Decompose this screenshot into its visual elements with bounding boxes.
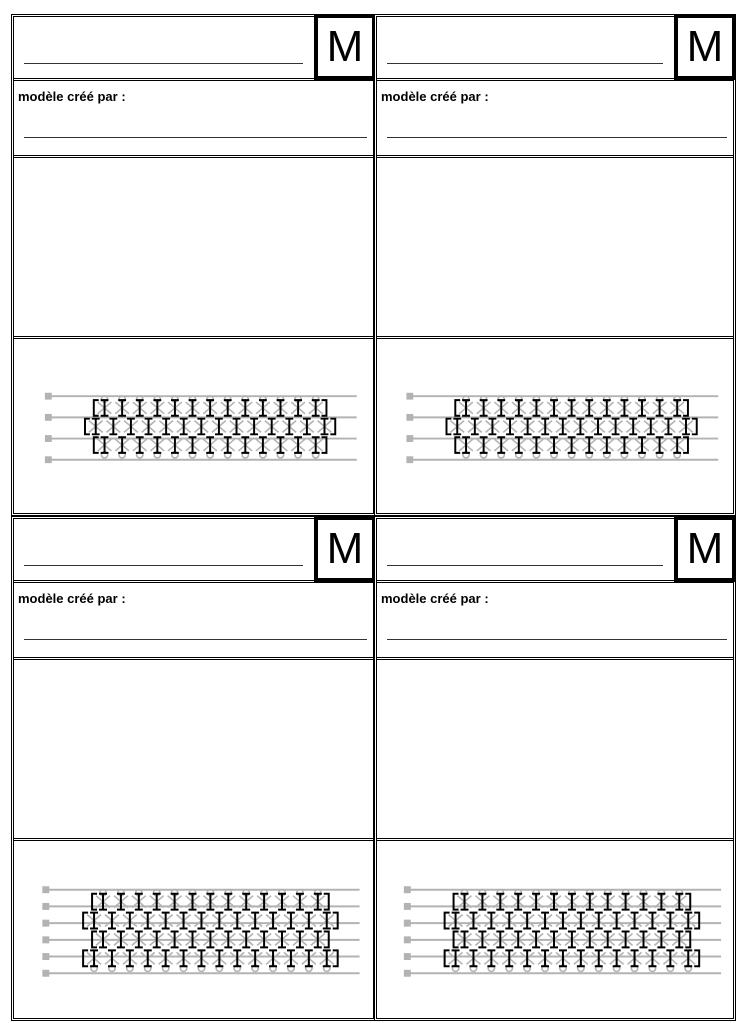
bead (321, 419, 329, 435)
bead (550, 437, 558, 453)
bead (259, 400, 267, 416)
title-line[interactable] (387, 565, 663, 566)
bead (171, 437, 179, 453)
bead (577, 419, 585, 435)
bead (666, 950, 674, 966)
bead (215, 950, 223, 966)
thread-end (406, 393, 413, 400)
thread-end (42, 903, 49, 910)
bead (682, 419, 690, 435)
bead (603, 437, 611, 453)
bead (577, 950, 585, 966)
bead (305, 950, 313, 966)
bead (585, 437, 593, 453)
bead (180, 419, 188, 435)
bead (506, 419, 514, 435)
bead (533, 400, 541, 416)
thread-end (404, 970, 411, 977)
thread-end (45, 456, 52, 463)
bead (559, 913, 567, 929)
thread-end (45, 435, 52, 442)
bead (550, 400, 558, 416)
bead (631, 913, 639, 929)
bead (171, 400, 179, 416)
thread-end (42, 970, 49, 977)
thread-end (42, 886, 49, 893)
bead (620, 437, 628, 453)
title-row (14, 519, 373, 583)
bead (469, 950, 477, 966)
bead (312, 400, 320, 416)
bead (497, 400, 505, 416)
bead (452, 950, 460, 966)
author-row (14, 81, 373, 158)
bead (523, 950, 531, 966)
bead (594, 419, 602, 435)
thread-end (406, 435, 413, 442)
bead (505, 950, 513, 966)
author-label: modèle créé par : (18, 591, 126, 606)
bead (215, 913, 223, 929)
bead (215, 419, 223, 435)
bead (233, 950, 241, 966)
bead (629, 419, 637, 435)
thread-end (45, 393, 52, 400)
bead (323, 950, 331, 966)
bead (585, 400, 593, 416)
bead (664, 419, 672, 435)
bead (189, 400, 197, 416)
bead (153, 400, 161, 416)
pattern-area (377, 841, 733, 1018)
bead (541, 419, 549, 435)
author-line[interactable] (24, 137, 367, 138)
bead (469, 913, 477, 929)
bead (523, 913, 531, 929)
bead (656, 437, 664, 453)
bead (197, 913, 205, 929)
card-1 (11, 14, 376, 516)
bead (647, 419, 655, 435)
bead (92, 419, 100, 435)
thread-end (404, 953, 411, 960)
bead (559, 419, 567, 435)
bead (515, 437, 523, 453)
title-row (377, 519, 733, 583)
bead (480, 437, 488, 453)
bead (613, 950, 621, 966)
bead (259, 437, 267, 453)
bead (269, 913, 277, 929)
author-row (377, 81, 733, 158)
bead (277, 437, 285, 453)
bead (595, 913, 603, 929)
bead (224, 437, 232, 453)
bead (180, 950, 188, 966)
bead (108, 913, 116, 929)
bead (533, 437, 541, 453)
bead (287, 913, 295, 929)
bead (90, 950, 98, 966)
pattern-diagram (377, 841, 733, 1018)
author-label: modèle créé par : (18, 89, 126, 104)
bead (462, 400, 470, 416)
bead (162, 913, 170, 929)
bead (524, 419, 532, 435)
thread-end (45, 414, 52, 421)
bead (233, 419, 241, 435)
thread-end (404, 886, 411, 893)
pattern-area (377, 339, 733, 513)
bead (241, 400, 249, 416)
title-line[interactable] (24, 565, 303, 566)
bead (568, 437, 576, 453)
title-row (14, 17, 373, 81)
drawing-area (377, 660, 733, 841)
thread-end (42, 920, 49, 927)
thread-end (42, 936, 49, 943)
drawing-area (14, 158, 373, 339)
title-line[interactable] (24, 63, 303, 64)
bead (206, 437, 214, 453)
letter-box: M (314, 14, 376, 80)
bead (90, 913, 98, 929)
bead (673, 400, 681, 416)
thread-end (406, 456, 413, 463)
bead (241, 437, 249, 453)
bead (541, 950, 549, 966)
bead (303, 419, 311, 435)
pattern-area (14, 841, 373, 1018)
bead (118, 400, 126, 416)
bead (684, 913, 692, 929)
card-4 (374, 516, 736, 1021)
bead (224, 400, 232, 416)
bead (568, 400, 576, 416)
pattern-diagram (14, 339, 373, 513)
bead (251, 913, 259, 929)
bead (489, 419, 497, 435)
bead (487, 950, 495, 966)
bead (323, 913, 331, 929)
bead (515, 400, 523, 416)
bead (648, 950, 656, 966)
bead (126, 950, 134, 966)
title-row (377, 17, 733, 81)
bead (595, 950, 603, 966)
bead (452, 913, 460, 929)
pattern-diagram (14, 841, 373, 1018)
bead (305, 913, 313, 929)
author-line[interactable] (24, 639, 367, 640)
bead (603, 400, 611, 416)
bead (684, 950, 692, 966)
bead (101, 437, 109, 453)
bead (613, 913, 621, 929)
author-label: modèle créé par : (381, 89, 489, 104)
bead (136, 400, 144, 416)
bead (453, 419, 461, 435)
author-row (14, 583, 373, 660)
letter-box: M (674, 516, 736, 582)
bead (541, 913, 549, 929)
bead (294, 400, 302, 416)
card-2 (374, 14, 736, 516)
bead (312, 437, 320, 453)
bead (153, 437, 161, 453)
author-line[interactable] (387, 639, 727, 640)
bead (197, 950, 205, 966)
bead (144, 950, 152, 966)
bead (162, 950, 170, 966)
thread-end (404, 903, 411, 910)
bead (189, 437, 197, 453)
title-line[interactable] (387, 63, 663, 64)
drawing-area (377, 158, 733, 339)
bead (162, 419, 170, 435)
bead (487, 913, 495, 929)
bead (638, 437, 646, 453)
bead (197, 419, 205, 435)
author-row (377, 583, 733, 660)
bead (268, 419, 276, 435)
bead (277, 400, 285, 416)
bead (612, 419, 620, 435)
bead (631, 950, 639, 966)
pattern-area (14, 339, 373, 513)
bead (497, 437, 505, 453)
thread-end (406, 414, 413, 421)
bead (269, 950, 277, 966)
bead (471, 419, 479, 435)
bead (109, 419, 117, 435)
bead (144, 913, 152, 929)
bead (285, 419, 293, 435)
bead (206, 400, 214, 416)
bead (559, 950, 567, 966)
bead (108, 950, 116, 966)
bead (180, 913, 188, 929)
card-3 (11, 516, 376, 1021)
thread-end (404, 936, 411, 943)
bead (480, 400, 488, 416)
bead (287, 950, 295, 966)
bead (656, 400, 664, 416)
bead (233, 913, 241, 929)
bead (620, 400, 628, 416)
bead (145, 419, 153, 435)
bead (251, 950, 259, 966)
letter-box: M (314, 516, 376, 582)
bead (294, 437, 302, 453)
thread-end (404, 920, 411, 927)
pattern-diagram (377, 339, 733, 513)
bead (462, 437, 470, 453)
bead (577, 913, 585, 929)
bead (127, 419, 135, 435)
letter-box: M (674, 14, 736, 80)
thread-end (42, 953, 49, 960)
bead (638, 400, 646, 416)
bead (648, 913, 656, 929)
bead (673, 437, 681, 453)
bead (250, 419, 258, 435)
author-label: modèle créé par : (381, 591, 489, 606)
bead (126, 913, 134, 929)
bead (118, 437, 126, 453)
bead (505, 913, 513, 929)
author-line[interactable] (387, 137, 727, 138)
drawing-area (14, 660, 373, 841)
bead (666, 913, 674, 929)
bead (136, 437, 144, 453)
bead (101, 400, 109, 416)
